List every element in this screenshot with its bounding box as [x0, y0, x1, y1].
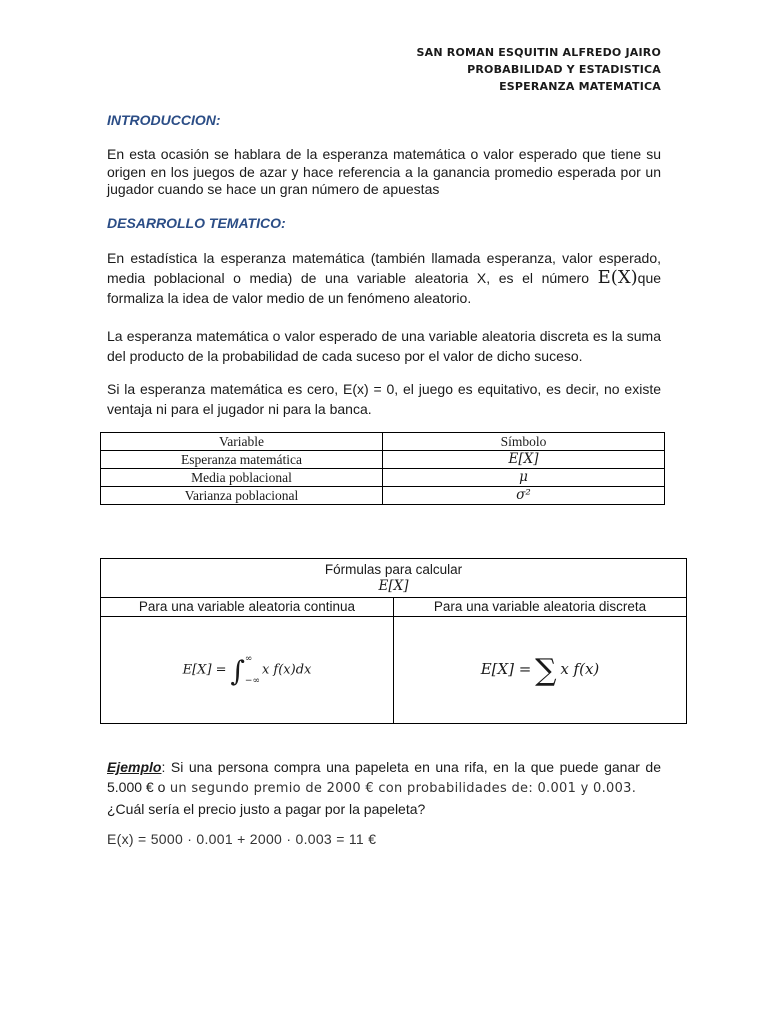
expectation-symbol: E(X) — [597, 267, 638, 288]
formula-table-title-row — [101, 559, 687, 598]
header-variable: Variable — [101, 433, 383, 451]
header-course: PROBABILIDAD Y ESTADISTICA — [467, 63, 661, 76]
example-question: ¿Cuál sería el precio justo a pagar por la papeleta? — [107, 801, 426, 817]
intro-title: INTRODUCCION: — [107, 112, 221, 128]
desarrollo-paragraph-3: Si la esperanza matemática es cero, E(x) = 0, el juego es equitativo, es decir, no existe ventaja ni para el jugador ni para la banca. — [107, 381, 661, 417]
header-topic: ESPERANZA MATEMATICA — [499, 80, 661, 93]
integral-upper: ∞ — [244, 654, 253, 664]
table-row — [101, 469, 665, 487]
continuous-lhs: E[X] = — [182, 662, 227, 678]
desarrollo-p1-text: En estadística la esperanza matemática (también llamada esperanza, valor esperado, media poblacional o media) de una variable aleatoria X, es el número — [107, 250, 661, 286]
example-solution — [107, 831, 661, 849]
example-solution-text: E(x) = 5000 · 0.001 + 2000 · 0.003 = 11 € — [107, 831, 377, 847]
desarrollo-paragraph-1 — [107, 248, 661, 308]
header-symbol: Símbolo — [383, 433, 665, 451]
integral-sign: ∫ — [230, 654, 245, 688]
row-symbol: E[X] — [383, 451, 665, 469]
document-header — [417, 44, 661, 95]
row-symbol: μ — [383, 469, 665, 487]
formula-table — [100, 558, 687, 724]
row-variable: Esperanza matemática — [101, 451, 383, 469]
example-label: Ejemplo — [107, 759, 162, 775]
discrete-formula — [394, 617, 687, 724]
integral-limits — [245, 648, 260, 692]
row-variable: Media poblacional — [101, 469, 383, 487]
row-symbol: σ² — [383, 487, 665, 505]
formula-title-line2: E[X] — [378, 578, 409, 594]
intro-text: En esta ocasión se hablara de la esperanza matemática o valor esperado que tiene su origen en los juegos de azar y hace referencia a la ganancia promedio esperada por un jugador cuando se hace un gran número de apuestas — [107, 146, 661, 197]
table-row — [101, 487, 665, 505]
header-continuous: Para una variable aleatoria continua — [101, 598, 394, 617]
desarrollo-title: DESARROLLO TEMATICO: — [107, 215, 286, 231]
example-text-o: o — [157, 779, 166, 795]
header-discrete: Para una variable aleatoria discreta — [394, 598, 687, 617]
formula-table-header-row — [101, 598, 687, 617]
symbol-table-header — [101, 433, 665, 451]
continuous-formula — [101, 617, 394, 724]
header-author: SAN ROMAN ESQUITIN ALFREDO JAIRO — [416, 46, 661, 59]
desarrollo-paragraph-2: La esperanza matemática o valor esperado de una variable aleatoria discreta es la suma del producto de la probabilidad de cada suceso por el valor de dicho suceso. — [107, 328, 661, 364]
table-row — [101, 451, 665, 469]
example-text-b: un segundo premio de 2000 € con probabilidades de: 0.001 y 0.003. — [165, 781, 637, 796]
integral-lower: −∞ — [244, 676, 260, 686]
discrete-term: x f(x) — [560, 659, 600, 678]
desarrollo-p1-tail: que formaliza la idea de valor medio de un fenómeno aleatorio. — [107, 270, 662, 306]
example-text-a: : Si una persona compra una papeleta en una rifa, en la que puede ganar de 5.000 € — [107, 759, 661, 795]
example-paragraph — [107, 757, 661, 819]
formula-row — [101, 617, 687, 724]
symbol-table — [100, 432, 665, 505]
row-variable: Varianza poblacional — [101, 487, 383, 505]
formula-title-line1: Fórmulas para calcular — [324, 562, 463, 577]
discrete-lhs: E[X] = — [480, 659, 532, 678]
continuous-integrand: x f(x)dx — [261, 662, 312, 678]
formula-table-title — [101, 559, 687, 598]
sum-sign: ∑ — [535, 652, 557, 688]
